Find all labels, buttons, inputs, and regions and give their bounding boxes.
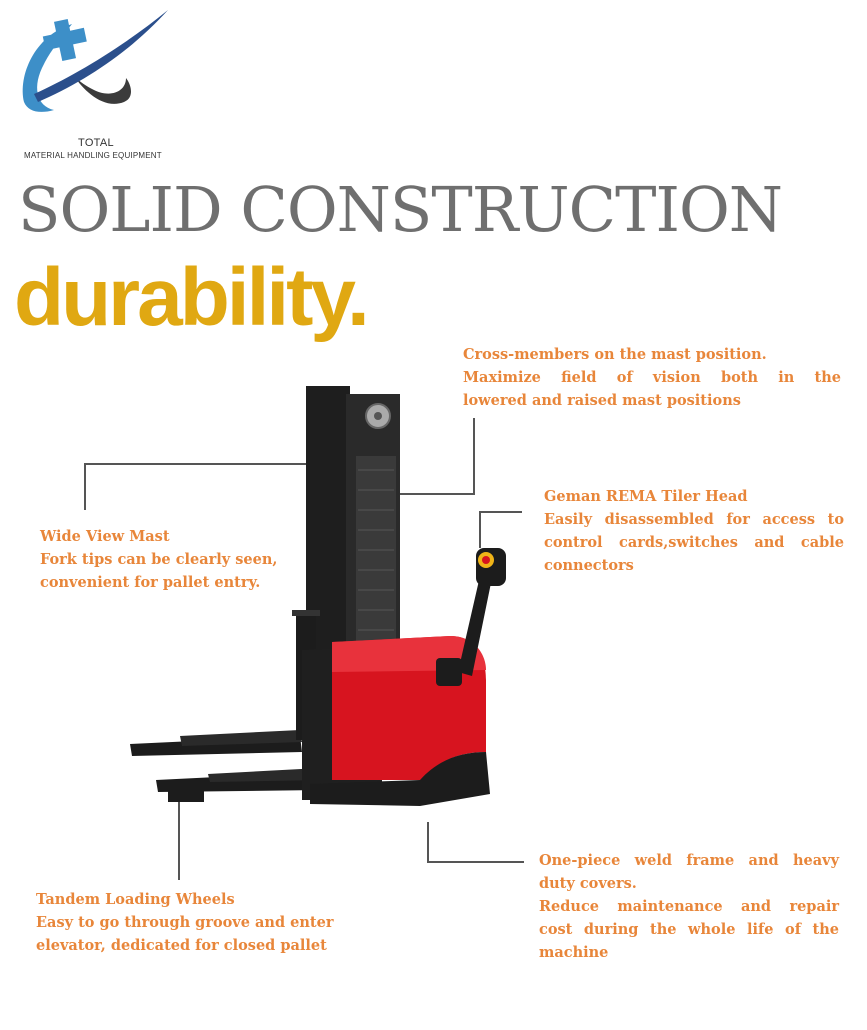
callout-wide-view-mast [40, 525, 310, 594]
callout-text: lowered and raised mast positions [463, 392, 741, 409]
callout-text: cost during the whole life of the [539, 921, 839, 938]
pallet-stacker-image [120, 380, 510, 820]
callout-cross-members [463, 343, 841, 412]
callout-text: duty covers. [539, 875, 637, 892]
callout-text: control cards,switches and cable [544, 534, 844, 551]
logo-mark-icon [14, 6, 174, 126]
callout-title: Tandem Loading Wheels [36, 891, 235, 908]
callout-tiller-head [544, 485, 844, 577]
callout-title: Geman REMA Tiler Head [544, 488, 748, 505]
page-subheadline: durability. [14, 252, 367, 343]
callout-text: Easily disassembled for access to [544, 511, 844, 528]
callout-title: One-piece weld frame and heavy [539, 852, 839, 869]
callout-text: connectors [544, 557, 634, 574]
logo-tagline: MATERIAL HANDLING EQUIPMENT [24, 151, 162, 160]
callout-title: Wide View Mast [40, 528, 170, 545]
callout-tandem-wheels [36, 888, 376, 957]
logo-wordmark: TOTAL [78, 137, 114, 149]
callout-weld-frame [539, 849, 839, 964]
company-logo [14, 6, 174, 126]
callout-text: Maximize field of vision both in the [463, 369, 841, 386]
callout-text: elevator, dedicated for closed pallet [36, 937, 327, 954]
page-headline: SOLID CONSTRUCTION [18, 173, 783, 246]
callout-text: convenient for pallet entry. [40, 574, 261, 591]
callout-text: Fork tips can be clearly seen, [40, 551, 278, 568]
callout-text: Reduce maintenance and repair [539, 898, 839, 915]
callout-title: Cross-members on the mast position. [463, 346, 767, 363]
callout-text: machine [539, 944, 609, 961]
leader-weld-frame [428, 822, 524, 862]
callout-text: Easy to go through groove and enter [36, 914, 334, 931]
